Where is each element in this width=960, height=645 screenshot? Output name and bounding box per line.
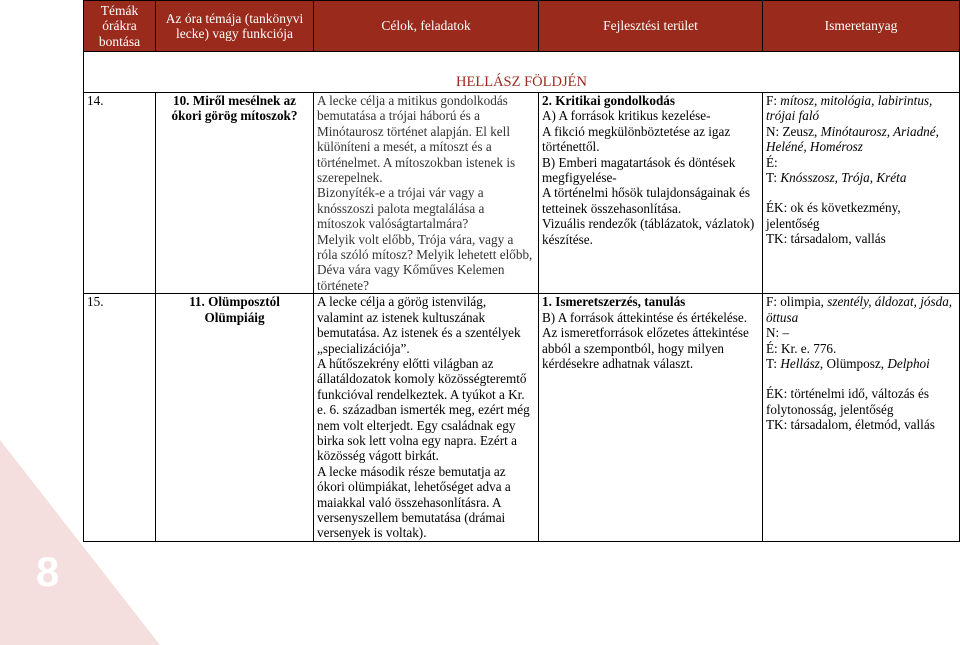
- development-title: 1. Ismeretszerzés, tanulás: [542, 294, 686, 310]
- development-line: B) Emberi magatartások és döntések megfigyelése-: [542, 154, 736, 186]
- header-knowledge: Ismeretanyag: [763, 1, 960, 52]
- knowledge-concepts: F: mítosz, mitológia, labirintus, trójai faló: [766, 93, 933, 124]
- development-line: Vizuális rendezők (táblázatok, vázlatok) készítése.: [542, 216, 755, 247]
- goal-text: A hűtőszekrény előtti világban az állatáldozatok komoly közösségteremtő funkcióval rendelkeztek. A tyúkot a Kr. e. 6. században ismerték meg, ezért még nem volt elterjedt. Egy családnak egy birka sok lett volna egy napra. Ezért a közösség vágott birkát.: [317, 355, 530, 464]
- curriculum-table: [83, 0, 960, 542]
- development-line: A) A források kritikus kezelése-: [542, 108, 711, 124]
- goal-text: Melyik volt előbb, Trója vára, vagy a róla szóló mítosz? Melyik lehetett előbb, Déva vára vagy Kőműves Kelemen története?: [317, 231, 533, 293]
- header-topics: Témák órákra bontása: [84, 1, 156, 52]
- header-development-area: Fejlesztési terület: [539, 1, 763, 52]
- development-area: [539, 93, 763, 294]
- development-title: 2. Kritikai gondolkodás: [542, 93, 676, 108]
- page-number: 8: [36, 548, 60, 595]
- knowledge-dates: É:: [766, 154, 778, 170]
- development-line: A történelmi hősök tulajdonságainak és tetteinek összehasonlítása.: [542, 185, 751, 216]
- development-line: A fikció megkülönböztetése az igaz történettől.: [542, 123, 731, 155]
- development-area: [539, 294, 763, 542]
- section-title: HELLÁSZ FÖLDJÉN: [84, 52, 960, 93]
- row-number: 15.: [84, 294, 156, 542]
- goal-text: A lecke második része bemutatja az ókori olümpiákat, lehetőséget adva a maiakkal való összehasonlításra. A versenyszellem bemutatása (drámai versenyek is voltak).: [317, 463, 511, 541]
- knowledge-concepts: F: olimpia, szentély, áldozat, jósda, öttusa: [766, 294, 953, 325]
- knowledge-names: N: –: [766, 325, 790, 341]
- goal-text: A lecke célja a görög istenvilág, valamint az istenek kultuszának bemutatása. Az istenek és a szentélyek „specializációja”.: [317, 294, 521, 356]
- header-lesson-topic: Az óra témája (tankönyvi lecke) vagy funkciója: [156, 1, 314, 52]
- knowledge-names: N: Zeusz, Minótaurosz, Ariadné, Heléné, Homérosz: [766, 123, 939, 155]
- goal-text: Bizonyíték-e a trójai vár vagy a knósszoszi palota megtalálása a mítoszok valóságtartalmára?: [317, 185, 485, 232]
- knowledge: [763, 294, 960, 542]
- row-number: 14.: [84, 93, 156, 294]
- development-line: B) A források áttekintése és értékelése.: [542, 309, 748, 325]
- knowledge-content-concepts: TK: társadalom, vallás: [766, 231, 886, 247]
- knowledge-dates: É: Kr. e. 776.: [766, 340, 837, 356]
- section-row: [84, 52, 960, 93]
- table-row: [84, 93, 960, 294]
- header-row: [84, 1, 960, 52]
- lesson-topic: 11. Olümposztól Olümpiáig: [156, 294, 314, 542]
- table-row: [84, 294, 960, 542]
- lesson-topic: 10. Miről mesélnek az ókori görög mítoszok?: [156, 93, 314, 294]
- knowledge-key-concepts: ÉK: ok és következmény, jelentőség: [766, 200, 901, 231]
- knowledge-content-concepts: TK: társadalom, életmód, vallás: [766, 417, 935, 433]
- knowledge-places: T: Hellász, Olümposz, Delphoi: [766, 355, 930, 371]
- knowledge: [763, 93, 960, 294]
- development-line: Az ismeretforrások előzetes áttekintése abból a szempontból, hogy milyen kérdésekre adhatnak választ.: [542, 325, 749, 371]
- goal-text: A lecke célja a mitikus gondolkodás bemutatása a trójai háború és a Minótaurosz történet alapján. El kell különíteni a mesét, a mítoszt és a történelmet. A mítoszokban istenek is szerepelnek.: [317, 93, 516, 186]
- knowledge-places: T: Knósszosz, Trója, Kréta: [766, 170, 907, 186]
- lesson-goals: [314, 93, 539, 294]
- lesson-goals: [314, 294, 539, 542]
- header-goals: Célok, feladatok: [314, 1, 539, 52]
- knowledge-key-concepts: ÉK: történelmi idő, változás és folytonosság, jelentőség: [766, 386, 929, 417]
